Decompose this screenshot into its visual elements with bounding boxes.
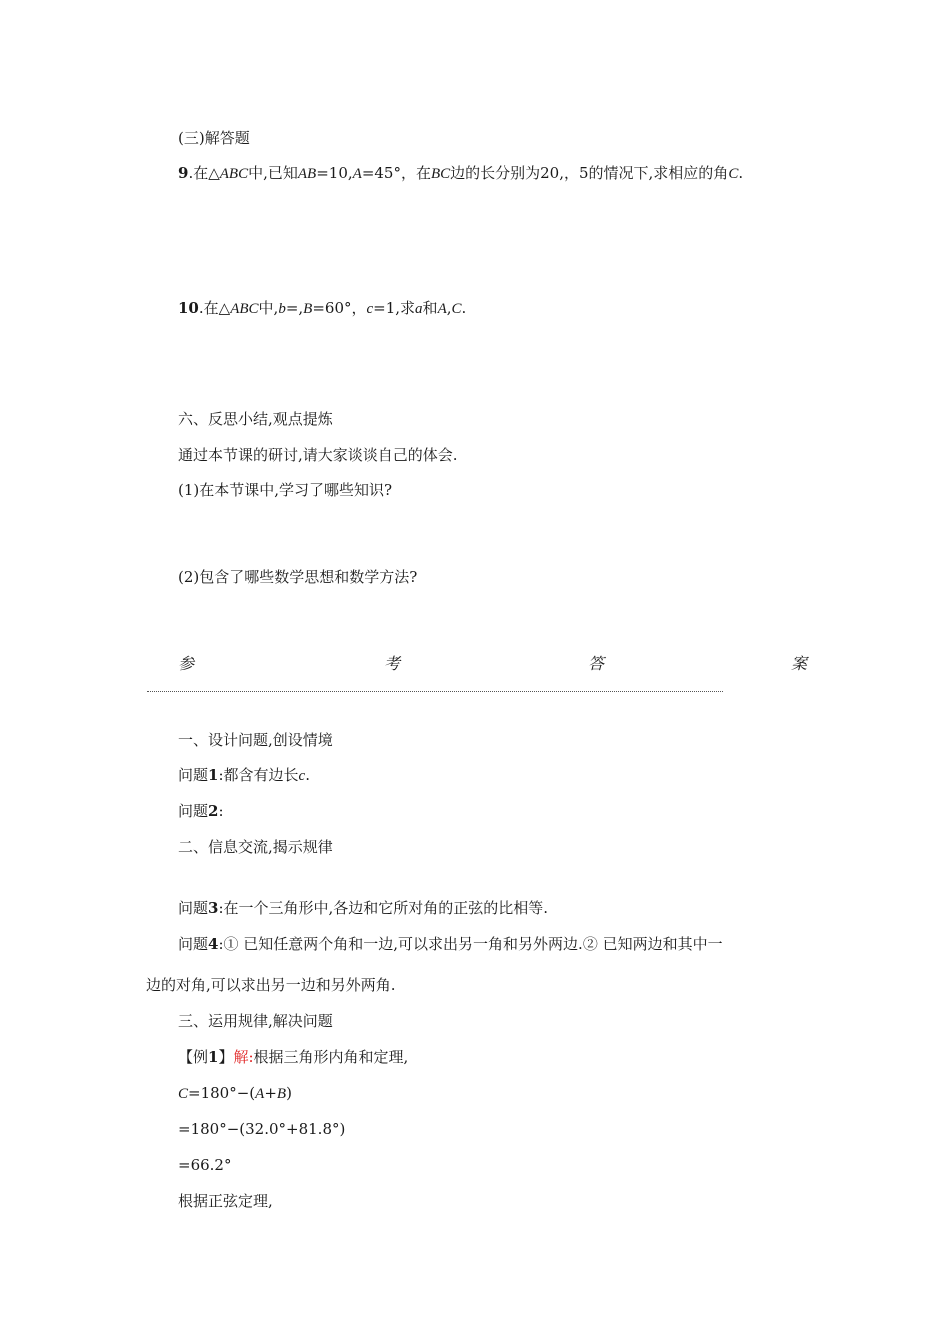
answers-title-char-3: 答: [588, 654, 605, 673]
ex1-solution-label: 解:: [233, 1048, 254, 1066]
q9-var-a: A: [352, 166, 362, 182]
q9-var-ab: AB: [297, 166, 317, 182]
ex1-close-bracket: 】: [218, 1048, 234, 1066]
dotted-divider: [147, 691, 723, 692]
q10-text-1: .在△: [198, 299, 231, 317]
sine-law-line: 根据正弦定理,: [178, 1192, 273, 1210]
question-10: [178, 298, 466, 319]
q10-number: 10: [178, 299, 199, 317]
p1-end: .: [305, 766, 310, 784]
section6-intro: 通过本节课的研讨,请大家谈谈自己的体会.: [178, 446, 458, 464]
q10-text-3: =,: [285, 299, 304, 317]
eq1-plus: +: [264, 1084, 277, 1102]
equation-2: =180°−(32.0°+81.8°): [178, 1120, 346, 1138]
q9-var-abc: ABC: [219, 166, 249, 182]
p1-number: 1: [208, 766, 219, 784]
q10-text-6: 和: [422, 299, 438, 317]
p2-text: :: [218, 802, 224, 820]
p4-label: 问题: [178, 935, 209, 953]
p3-text: :在一个三角形中,各边和它所对角的正弦的比相等.: [218, 899, 549, 917]
section6-heading: 六、反思小结,观点提炼: [178, 410, 333, 428]
ex1-number: 1: [208, 1048, 219, 1066]
answers-title-char-4: 案: [791, 654, 808, 673]
q9-text-6: .: [738, 164, 744, 182]
q9-text-4: =45°，在: [361, 164, 431, 182]
p4-number: 4: [208, 935, 219, 953]
p2-label: 问题: [178, 802, 209, 820]
example-1: [178, 1047, 408, 1067]
q10-var-b: b: [278, 301, 286, 317]
answer-problem-3: [178, 898, 548, 918]
p3-number: 3: [208, 899, 219, 917]
q10-var-c: c: [366, 301, 374, 317]
section6-q2: (2)包含了哪些数学思想和数学方法?: [178, 568, 418, 586]
answers-title-char-1: 参: [178, 654, 195, 673]
eq1-close: ): [286, 1084, 292, 1102]
q10-text-4: =60°，: [312, 299, 367, 317]
q10-var-b-angle: B: [303, 301, 313, 317]
q9-text-2: 中,已知: [248, 164, 298, 182]
answers-s2-heading: 二、信息交流,揭示规律: [178, 838, 333, 856]
answer-problem-4: [178, 934, 723, 954]
q10-text-5: =1,求: [373, 299, 416, 317]
equation-3: =66.2°: [178, 1156, 232, 1174]
q10-var-c-angle: C: [451, 301, 462, 317]
answers-s3-heading: 三、运用规律,解决问题: [178, 1012, 333, 1030]
p4-text: :① 已知任意两个角和一边,可以求出另一角和另外两边.② 已知两边和其中一: [218, 935, 723, 953]
p1-label: 问题: [178, 766, 209, 784]
q10-var-a: a: [415, 301, 423, 317]
ex1-open-bracket: 【例: [178, 1048, 209, 1066]
answer-problem-2: [178, 801, 224, 821]
answers-s1-heading: 一、设计问题,创设情境: [178, 731, 333, 749]
section3-heading: (三)解答题: [178, 129, 250, 147]
q9-text-3: =10,: [316, 164, 353, 182]
q10-var-abc: ABC: [230, 301, 259, 317]
equation-1: [178, 1083, 292, 1104]
q10-text-2: 中,: [258, 299, 279, 317]
q10-text-8: .: [461, 299, 467, 317]
eq1-part-a: =180°−(: [188, 1084, 256, 1102]
q9-var-bc: BC: [430, 166, 451, 182]
eq1-var-a: A: [255, 1086, 265, 1102]
p2-number: 2: [208, 802, 219, 820]
section6-q1: (1)在本节课中,学习了哪些知识?: [178, 481, 393, 499]
q9-text-1: .在△: [188, 164, 220, 182]
p1-text: :都含有边长: [218, 766, 299, 784]
q10-text-7: ,: [446, 299, 452, 317]
p1-var-c: c: [298, 768, 306, 784]
q10-var-a-angle: A: [437, 301, 447, 317]
answer-problem-4-continued: 边的对角,可以求出另一边和另外两角.: [146, 976, 396, 994]
eq1-var-b: B: [276, 1086, 287, 1102]
ex1-text: 根据三角形内角和定理,: [253, 1048, 409, 1066]
question-9: [178, 163, 743, 184]
p3-label: 问题: [178, 899, 209, 917]
q9-var-c: C: [728, 166, 739, 182]
q9-number: 9: [178, 164, 189, 182]
answers-title-char-2: 考: [384, 654, 401, 673]
answer-problem-1: [178, 765, 310, 786]
eq1-var-c: C: [178, 1086, 189, 1102]
q9-text-5: 边的长分别为20,，5的情况下,求相应的角: [450, 164, 729, 182]
